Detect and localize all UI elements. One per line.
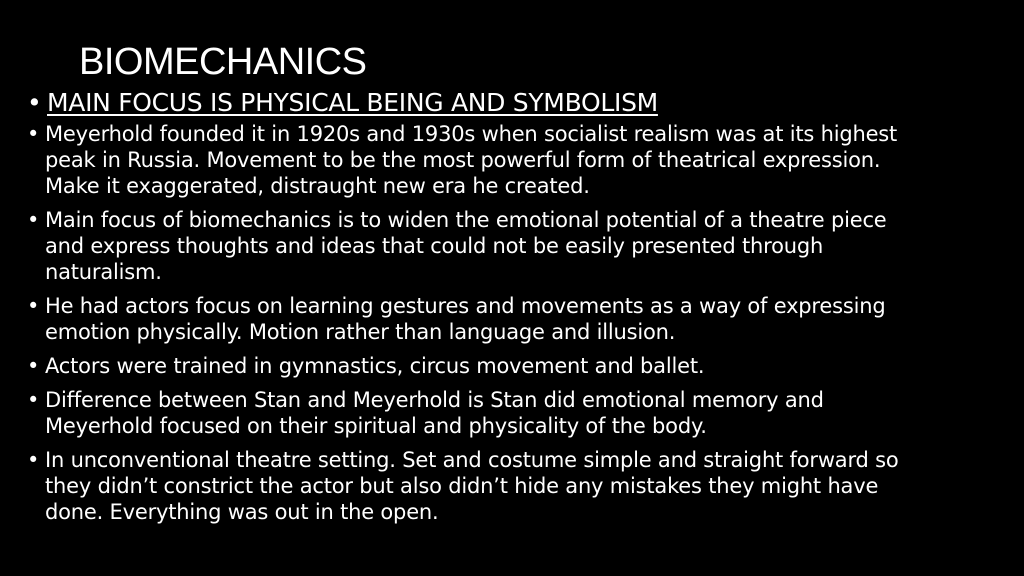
- bullet-text-line: Main focus of biomechanics is to widen the emotional potential of a theatre piece: [45, 208, 887, 232]
- bullet-text-line: they didn’t constrict the actor but also didn’t hide any mistakes they might have: [45, 474, 879, 498]
- heading-bullet-text: MAIN FOCUS IS PHYSICAL BEING AND SYMBOLISM: [47, 88, 658, 117]
- bullet-marker: •: [27, 88, 42, 117]
- bullet-text-line: Meyerhold founded it in 1920s and 1930s when socialist realism was at its highest: [45, 122, 898, 146]
- bullet-text-line: emotion physically. Motion rather than language and illusion.: [45, 320, 676, 344]
- bullet-marker: •: [27, 448, 40, 472]
- bullet-text-line: In unconventional theatre setting. Set and costume simple and straight forward so: [45, 448, 899, 472]
- bullet-marker: •: [27, 294, 40, 318]
- bullet-marker: •: [27, 388, 40, 412]
- bullet-text-line: naturalism.: [45, 260, 162, 284]
- bullet-marker: •: [27, 354, 40, 378]
- bullet-item: [25, 387, 1010, 439]
- bullet-item: [25, 353, 1010, 379]
- bullet-list: [25, 88, 1010, 533]
- bullet-item: [25, 293, 1010, 345]
- heading-bullet: [25, 88, 1010, 121]
- bullet-item: [25, 207, 1010, 285]
- bullet-text-line: Actors were trained in gymnastics, circus movement and ballet.: [45, 354, 705, 378]
- bullet-text-line: He had actors focus on learning gestures and movements as a way of expressing: [45, 294, 886, 318]
- slide-title: BIOMECHANICS: [79, 41, 367, 83]
- bullet-item: [25, 121, 1010, 199]
- bullet-marker: •: [27, 122, 40, 146]
- bullet-text-line: and express thoughts and ideas that could not be easily presented through: [45, 234, 824, 258]
- bullet-text-line: Meyerhold focused on their spiritual and physicality of the body.: [45, 414, 707, 438]
- bullet-text-line: done. Everything was out in the open.: [45, 500, 439, 524]
- bullet-text-line: Make it exaggerated, distraught new era he created.: [45, 174, 590, 198]
- bullet-marker: •: [27, 208, 40, 232]
- bullet-item: [25, 447, 1010, 525]
- bullet-text-line: peak in Russia. Movement to be the most powerful form of theatrical expression.: [45, 148, 881, 172]
- bullet-text-line: Difference between Stan and Meyerhold is Stan did emotional memory and: [45, 388, 824, 412]
